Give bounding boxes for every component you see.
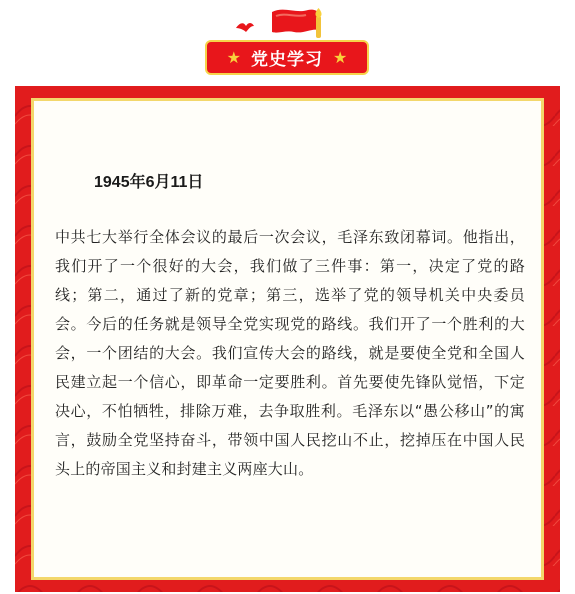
section-title: 党史学习: [251, 50, 323, 70]
article-card: [31, 98, 544, 580]
star-icon: ★: [333, 47, 348, 67]
article-body: 中共七大举行全体会议的最后一次会议，毛泽东致闭幕词。他指出，我们开了一个很好的大会，我们做了三件事：第一，决定了党的路线；第二，通过了新的党章；第三，选举了党的领导机关中央委员会。今后的任务就是领导全党实现党的路线。我们开了一个胜利的大会，一个团结的大会。我们宣传大会的路线，就是要使全党和全国人民建立起一个信心，即革命一定要胜利。首先要使先锋队觉悟，下定决心，不怕牺牲，排除万难，去争取胜利。毛泽东以“愚公移山”的寓言，鼓励全党坚持奋斗，带领中国人民挖山不止，挖掉压在中国人民头上的帝国主义和封建主义两座大山。: [55, 228, 525, 478]
article-date: 1945年6月11日: [94, 174, 204, 191]
section-banner: [205, 40, 369, 75]
red-flag-emblem-icon: [232, 4, 336, 44]
star-icon: ★: [226, 47, 241, 67]
article-frame: [15, 86, 560, 592]
